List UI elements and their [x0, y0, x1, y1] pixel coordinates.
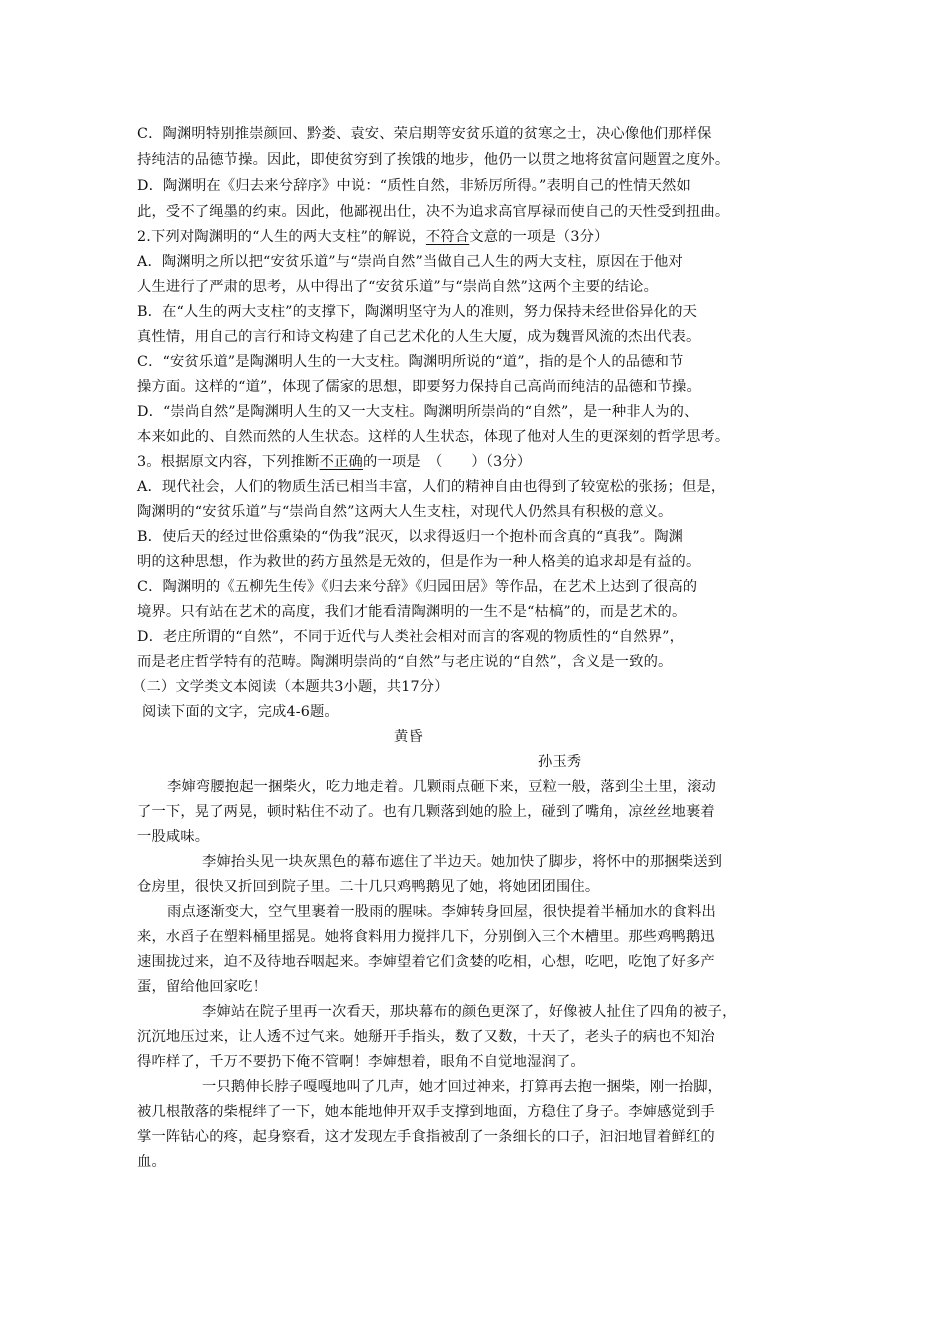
story-p1-line3: 一股咸味。: [137, 829, 210, 845]
q2-option-b-line2: 真性情，用自己的言行和诗文构建了自己艺术化的人生大厦，成为魏晋风流的杰出代表。: [137, 329, 701, 345]
q3-option-c-line1: C．陶渊明的《五柳先生传》《归去来兮辞》《归园田居》等作品，在艺术上达到了很高的: [137, 579, 698, 595]
story-p3-line4: 蛋，留给他回家吃！: [137, 979, 268, 995]
q2-option-a-line1: A．陶渊明之所以把“安贫乐道”与“崇尚自然”当做自己人生的两大支柱，原因在于他对: [137, 254, 683, 270]
q3-option-a-line1: A．现代社会，人们的物质生活已相当丰富，人们的精神自由也得到了较宽松的张扬；但是，: [137, 479, 726, 495]
q2-option-d-line2: 本来如此的、自然而然的人生状态。这样的人生状态，体现了他对人生的更深刻的哲学思考。: [137, 429, 730, 445]
story-p5-line4: 血。: [137, 1154, 166, 1170]
story-p4-line1: 李婶站在院子里再一次看天，那块幕布的颜色更深了，好像被人扯住了四角的被子，: [202, 1004, 737, 1020]
story-p1-line2: 了一下，晃了两晃，顿时粘住不动了。也有几颗落到她的脸上，碰到了嘴角，凉丝丝地裹着: [137, 804, 715, 820]
q2-stem: [137, 227, 609, 247]
q2-option-a-line2: 人生进行了严肃的思考，从中得出了“安贫乐道”与“崇尚自然”这两个主要的结论。: [137, 279, 659, 295]
story-author: 孙玉秀: [538, 754, 582, 770]
q2-stem-emphasis: 不符合: [425, 229, 470, 245]
q3-stem-post: 的一项是 （ ）（3分）: [362, 454, 532, 470]
q3-stem: [137, 452, 531, 472]
story-p3-line1: 雨点逐渐变大，空气里裹着一股雨的腥味。李婶转身回屋，很快提着半桶加水的食料出: [167, 904, 716, 920]
section-heading: （二）文学类文本阅读（本题共3小题，共17分）: [132, 679, 449, 695]
q1-option-d-line2: 此，受不了绳墨的约束。因此，他鄙视出仕，决不为追求高官厚禄而使自己的天性受到扭曲。: [137, 204, 730, 220]
q3-option-b-line2: 明的这种思想，作为救世的药方虽然是无效的，但是作为一种人格美的追求却是有益的。: [137, 554, 701, 570]
section-instruction: 阅读下面的文字，完成4-6题。: [142, 704, 339, 720]
story-p5-line1: 一只鹅伸长脖子嘎嘎地叫了几声，她才回过神来，打算再去抱一捆柴，刚一抬脚，: [202, 1079, 723, 1095]
story-p2-line1: 李婶抬头见一块灰黑色的幕布遮住了半边天。她加快了脚步，将怀中的那捆柴送到: [202, 854, 723, 870]
q3-option-a-line2: 陶渊明的“安贫乐道”与“崇尚自然”这两大人生支柱，对现代人仍然具有积极的意义。: [137, 504, 673, 520]
q1-option-c-line1: C．陶渊明特别推崇颜回、黔娄、袁安、荣启期等安贫乐道的贫寒之士，决心像他们那样保: [137, 126, 712, 142]
q3-stem-emphasis: 不正确: [319, 454, 363, 470]
q3-stem-pre: 3。根据原文内容，下列推断: [137, 454, 320, 470]
q2-option-b-line1: B．在“人生的两大支柱”的支撑下，陶渊明坚守为人的准则，努力保持未经世俗异化的天: [137, 304, 698, 320]
q2-option-d-line1: D．“崇尚自然”是陶渊明人生的又一大支柱。陶渊明所崇尚的“自然”，是一种非人为的、: [137, 404, 699, 420]
q1-option-d-line1: D．陶渊明在《归去来兮辞序》中说：“质性自然，非矫厉所得。”表明自己的性情天然如: [137, 178, 691, 194]
q2-option-c-line1: C．“安贫乐道”是陶渊明人生的一大支柱。陶渊明所说的“道”，指的是个人的品德和节: [137, 354, 684, 370]
story-title: 黄昏: [394, 729, 423, 745]
q2-stem-post: 文意的一项是（3分）: [469, 229, 609, 245]
story-p4-line3: 得咋样了，千万不要扔下俺不管啊！李婶想着，眼角不自觉地湿润了。: [137, 1054, 585, 1070]
story-p1-line1: 李婶弯腰抱起一捆柴火，吃力地走着。几颗雨点砸下来，豆粒一般，落到尘土里，滚动: [167, 779, 716, 795]
q1-option-c-line2: 持纯洁的品德节操。因此，即使贫穷到了挨饿的地步，他仍一以贯之地将贫富问题置之度外。: [137, 152, 730, 168]
story-p4-line2: 沉沉地压过来，让人透不过气来。她掰开手指头，数了又数，十天了，老头子的病也不知治: [137, 1029, 715, 1045]
q3-option-b-line1: B．使后天的经过世俗熏染的“伪我”泯灭，以求得返归一个抱朴而含真的“真我”。陶渊: [137, 529, 684, 545]
story-p2-line2: 仓房里，很快又折回到院子里。二十几只鸡鸭鹅见了她，将她团团围住。: [137, 879, 600, 895]
story-p3-line3: 速围拢过来，迫不及待地吞咽起来。李婶望着它们贪婪的吃相，心想，吃吧，吃饱了好多产: [137, 954, 715, 970]
q3-option-d-line1: D．老庄所谓的“自然”，不同于近代与人类社会相对而言的客观的物质性的“自然界”，: [137, 629, 685, 645]
story-p3-line2: 来，水舀子在塑料桶里摇晃。她将食料用力搅拌几下，分别倒入三个木槽里。那些鸡鸭鹅迅: [137, 929, 715, 945]
q2-stem-pre: 2.下列对陶渊明的“人生的两大支柱”的解说，: [137, 229, 426, 245]
q3-option-d-line2: 而是老庄哲学特有的范畴。陶渊明崇尚的“自然”与老庄说的“自然”，含义是一致的。: [137, 654, 673, 670]
story-p5-line2: 被几根散落的柴棍绊了一下，她本能地伸开双手支撑到地面，方稳住了身子。李婶感觉到手: [137, 1104, 715, 1120]
q2-option-c-line2: 操方面。这样的“道”，体现了儒家的思想，即要努力保持自己高尚而纯洁的品德和节操。: [137, 379, 701, 395]
story-p5-line3: 掌一阵钻心的疼，起身察看，这才发现左手食指被刮了一条细长的口子，汩汩地冒着鲜红的: [137, 1129, 715, 1145]
q3-option-c-line2: 境界。只有站在艺术的高度，我们才能看清陶渊明的一生不是“枯槁”的，而是艺术的。: [137, 604, 687, 620]
